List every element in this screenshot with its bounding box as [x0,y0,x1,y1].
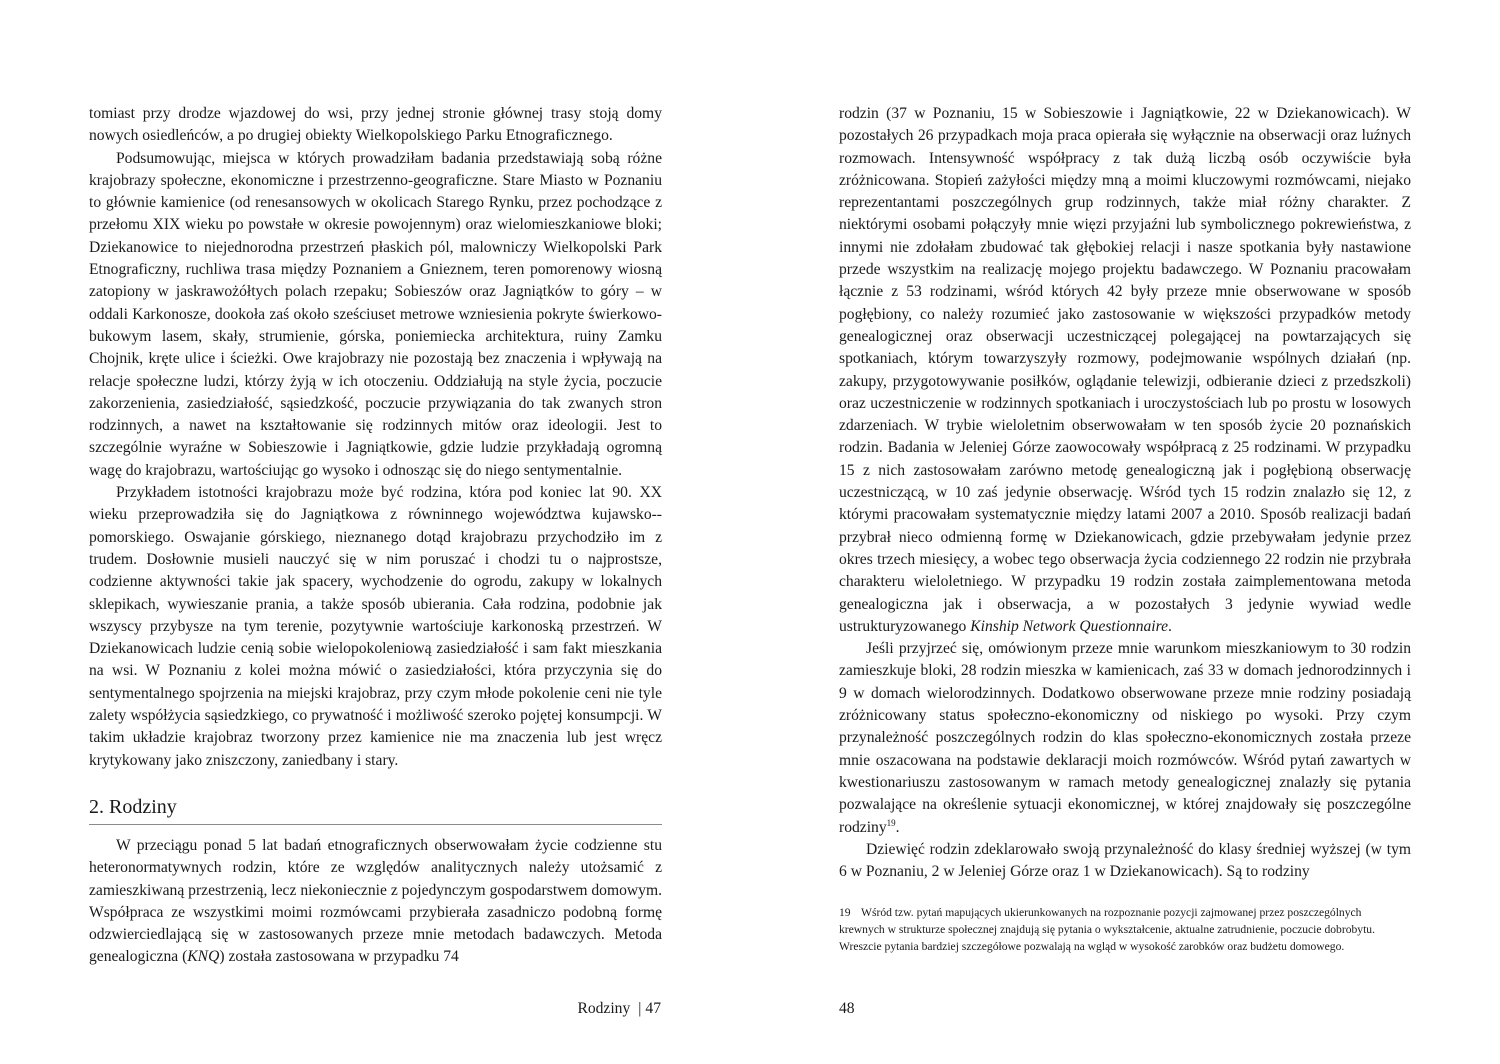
paragraph [839,103,1411,638]
paragraph: Dziewięć rodzin zdeklarowało swoją przynależność do klasy średniej wyższej (w tym 6 w Poznaniu, 2 w Jeleniej Górze oraz 1 w Dziekanowicach). Są to rodziny [839,840,1411,881]
paragraph-text: . [895,818,900,836]
footnote [839,904,1384,955]
italic-title: Kinship Network Questionnaire [970,617,1169,635]
page-number: 47 [645,1000,661,1017]
paragraph: Przykładem istotności krajobrazu może być rodzina, która pod koniec lat 90. XX wieku przeprowadziła się do Jagniątkowa z równinnego województwa kujawsko-​-pomorskiego. Oswajanie górskiego, nieznanego dotąd krajobrazu przychodziło im z trudem. Dosłownie musieli nauczyć się w nim poruszać i chodzi tu o najprostsze, codzienne aktywności takie jak spacery, wychodzenie do ogrodu, zakupy w lokalnych sklepikach, wywieszanie prania, a także sposób ubierania. Cała rodzina, podobnie jak wszyscy przybysze na tym terenie, pozytywnie wartościuje karkonoską przestrzeń. W Dziekanowicach ludzie cenią sobie wielopokoleniową zasiedziałość i sam fakt mieszkania na wsi. W Poznaniu z kolei można mówić o zasiedziałości, która przyczynia się do sentymentalnego spojrzenia na miejski krajobraz, przy czym młode pokolenie ceni nie tyle zalety współżycia sąsiedzkiego, co prywatność i możliwość szeroko pojętej konsumpcji. W takim układzie krajobraz tworzony przez kamienice nie ma znaczenia lub jest wręcz krytykowany jako zniszczony, zaniedbany i stary. [89,484,662,769]
footnote-reference: 19 [886,817,896,828]
page-number: 48 [839,1000,855,1017]
paragraph-text: ) została zastosowana w przypadku 74 [219,948,459,966]
paragraph [839,638,1411,839]
italic-abbreviation: KNQ [187,948,220,966]
folio-separator: | [638,1000,642,1017]
paragraph [89,835,662,969]
paragraph-text: . [1168,617,1172,635]
footnote-text: Wśród tzw. pytań mapujących ukierunkowanych na rozpoznanie pozycji zajmowanej przez poszczególnych krewnych w strukturze społecznej znajdują się pytania o wykształcenie, aktualne zatrudnienie, poczucie dobrobytu. Wreszcie pytania bardziej szczegółowe pozwalają na wgląd w wysokość zarobków oraz budżetu domowego. [839,906,1376,953]
left-page-body [89,103,662,969]
running-footer [839,999,855,1019]
footnote-number: 19 [839,906,851,919]
paragraph-text: Jeśli przyjrzeć się, omówionym przeze mnie warunkom mieszkaniowym to 30 rodzin zamieszkuje bloki, 28 rodzin mieszka w kamienicach, zaś 33 w domach jednorodzinnych i 9 w domach wielorodzinnych. Dodatkowo obserwowane przeze mnie rodziny posiadają zróżnicowany status społeczno-ekonomiczny od niskiego po wysoki. Przy czym przynależność poszczególnych rodzin do klas społeczno-ekonomicznych została przeze mnie oszacowana na podstawie deklaracji moich rozmówców. Wśród pytań zawartych w kwestionariuszu zastosowanym w ramach metody genealogicznej znalazły się pytania pozwalające na określenie sytuacji ekonomicznej, w której znajdowały się poszczególne rodziny [839,640,1411,836]
paragraph: tomiast przy drodze wjazdowej do wsi, przy jednej stronie głównej trasy stoją domy nowych osiedleńców, a po drugiej obiekty Wielkopolskiego Parku Etnograficznego. [89,105,662,145]
right-page-body [839,103,1411,883]
running-title: Rodziny [577,1000,631,1017]
running-footer [577,999,661,1019]
paragraph-text: W przeciągu ponad 5 lat badań etnograficznych obserwowałam życie codzienne stu heteronormatywnych rodzin, które ze względów analitycznych należy utożsamić z zamieszkiwaną przestrzenią, lecz niekoniecznie z pojedynczym gospodarstwem domowym. Współpraca ze wszystkimi moimi rozmówcami przybierała zasadniczo podobną formę odzwierciedlającą się w zastosowanych przeze mnie metodach badawczych. Metoda genealogiczna ( [89,836,662,966]
paragraph: Podsumowując, miejsca w których prowadziłam badania przedstawiają sobą różne krajobrazy społeczne, ekonomiczne i przestrzenno-geograficzne. Stare Miasto w Poznaniu to głównie kamienice (od renesansowych w okolicach Starego Rynku, przez pochodzące z przełomu XIX wieku po powstałe w okresie powojennym) oraz wielomieszkaniowe bloki; Dziekanowice to niejednorodna przestrzeń płaskich pól, malowniczy Wielkopolski Park Etnograficzny, ruchliwa trasa między Poznaniem a Gnieznem, teren pomorenowy wiosną zatopiony w jaskrawożółtych polach rzepaku; Sobieszów oraz Jagniątków to góry – w oddali Karkonosze, dookoła zaś około sześciuset metrowe wzniesienia pokryte świerkowo-bukowym lasem, skały, strumienie, górska, poniemiecka architektura, ruiny Zamku Chojnik, kręte ulice i ścieżki. Owe krajobrazy nie pozostają bez znaczenia i wpływają na relacje społeczne ludzi, którzy żyją w ich otoczeniu. Oddziałują na style życia, poczucie zakorzenienia, zasiedziałość, sąsiedzkość, poczucie przywiązania do tak zwanych stron rodzinnych, a nawet na kształtowanie się rodzinnych mitów oraz ideologii. Jest to szczególnie wyraźne w Sobieszowie i Jagniątkowie, gdzie ludzie przykładają ogromną wagę do krajobrazu, wartościując go wysoko i odnosząc się do niego sentymentalnie. [89,149,662,479]
section-heading: 2. Rodziny [89,794,662,825]
right-page [750,0,1500,1064]
paragraph-text: rodzin (37 w Poznaniu, 15 w Sobieszowie i Jagniątkowie, 22 w Dziekanowicach). W pozostałych 26 przypadkach moja praca opierała się wyłącznie na obserwacji oraz luźnych rozmowach. Intensywność współpracy z tak dużą liczbą osób oczywiście była zróżnicowana. Stopień zażyłości między mną a moimi kluczowymi rozmówcami, niejako reprezentantami poszczególnych grup rodzinnych, także miał różny charakter. Z niektórymi osobami połączyły mnie więzi przyjaźni lub symbolicznego pokrewieństwa, z innymi nie zdołałam zbudować tak głębokiej relacji i nasze spotkania były nastawione przede wszystkim na realizację mojego projektu badawczego. W Poznaniu pracowałam łącznie z 53 rodzinami, wśród których 42 były przeze mnie obserwowane w sposób pogłębiony, co należy rozumieć jako zastosowanie w większości przypadków metody genealogicznej oraz obserwacji uczestniczącej polegającej na powtarzających się spotkaniach, którym towarzyszyły rozmowy, podejmowanie wspólnych działań (np. zakupy, przygotowywanie posiłków, oglądanie telewizji, odbieranie dzieci z przedszkoli) oraz uczestniczenie w rodzinnych spotkaniach i uroczystościach lub po prostu w losowych zdarzeniach. W trybie wieloletnim obserwowałam w ten sposób życie 20 poznańskich rodzin. Badania w Jeleniej Górze zaowocowały współpracą z 25 rodzinami. W przypadku 15 z nich zastosowałam zarówno metodę genealogiczną jak i pogłębioną obserwację uczestniczącą, w 10 zaś jedynie obserwację. Wśród tych 15 rodzin znalazło się 12, z którymi pracowałam systematycznie między latami 2007 a 2010. Sposób realizacji badań przybrał nieco odmienną formę w Dziekanowicach, gdzie przebywałam jedynie przez okres trzech miesięcy, a wobec tego obserwacja życia codziennego 22 rodzin nie przybrała charakteru wieloletniego. W przypadku 19 rodzin została zaimplementowana metoda genealogiczna jak i obserwacja, a w pozostałych 3 jedynie wywiad wedle ustrukturyzowanego [839,105,1411,635]
